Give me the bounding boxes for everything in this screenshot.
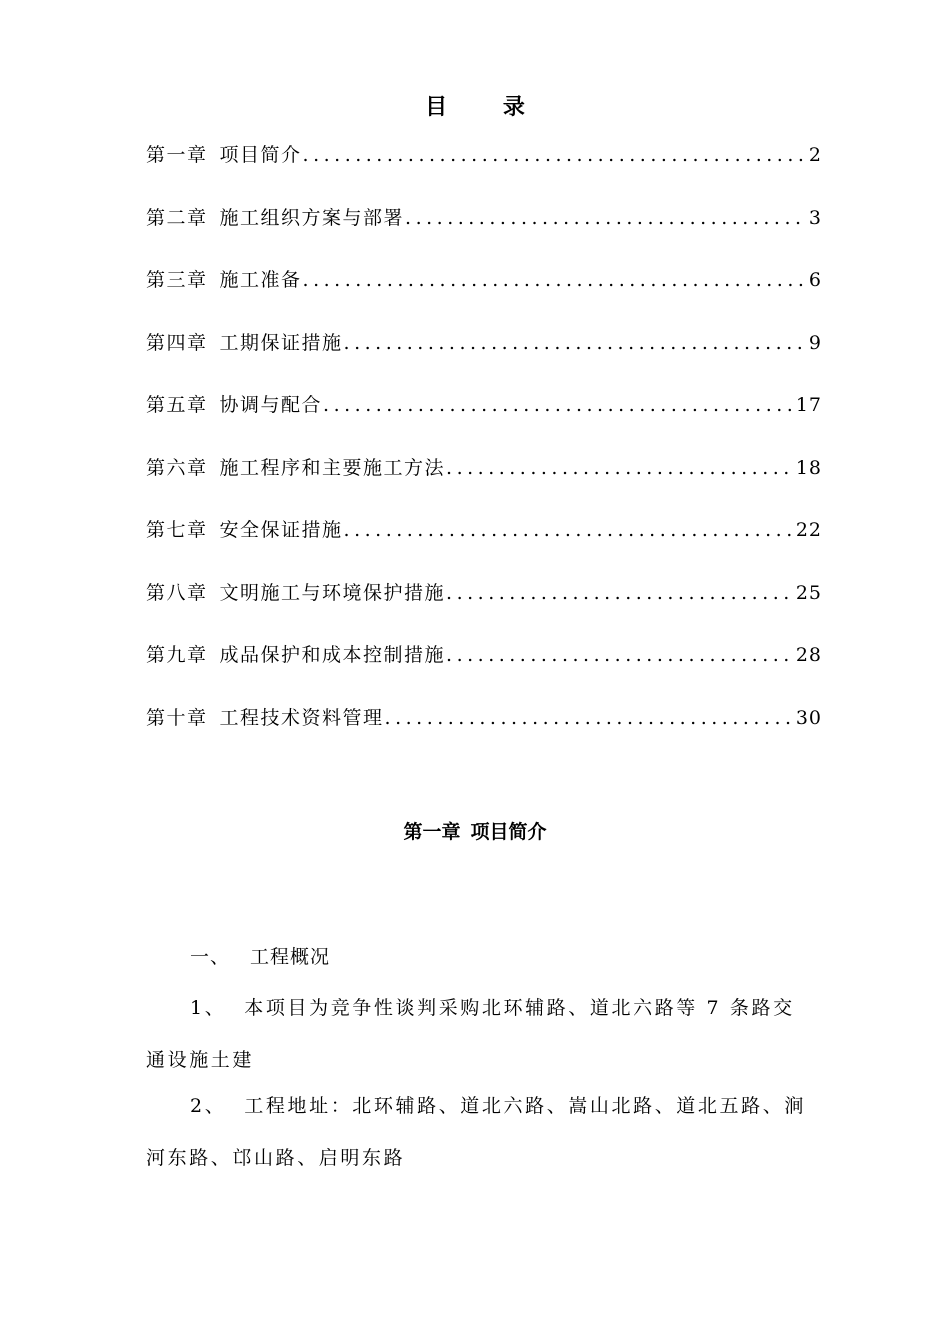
toc-page-number: 25 (795, 581, 822, 604)
paragraph-item (146, 1080, 814, 1184)
section-title: 工程概况 (250, 946, 331, 968)
toc-leader-dots (385, 707, 794, 729)
paragraph-item (146, 982, 814, 1086)
section-heading (190, 942, 330, 969)
toc-entry[interactable] (146, 140, 822, 203)
toc-entry[interactable] (146, 703, 822, 766)
toc-page-number: 28 (795, 644, 822, 666)
toc-chapter-title: 施工准备 (219, 269, 302, 291)
toc-entry[interactable] (146, 203, 822, 266)
toc-leader-dots (446, 644, 794, 666)
toc-chapter-title: 工期保证措施 (219, 331, 343, 354)
toc-entry[interactable] (146, 640, 822, 703)
item-text: 本项目为竞争性谈判采购北环辅路、道北六路等 7 条路交通设施土建 (146, 997, 795, 1071)
toc-chapter-number: 第一章 (146, 144, 208, 166)
toc-leader-dots (446, 582, 794, 604)
toc-page-number: 17 (795, 394, 822, 416)
toc-chapter-title: 项目简介 (219, 144, 302, 166)
toc-page-number: 18 (795, 456, 822, 479)
toc-chapter-number: 第五章 (146, 394, 208, 416)
toc-chapter-title: 施工组织方案与部署 (219, 206, 405, 229)
toc-page-number: 6 (808, 269, 822, 291)
toc-leader-dots (303, 269, 807, 291)
toc-leader-dots (405, 207, 807, 229)
chapter-title: 项目简介 (470, 821, 547, 843)
toc-chapter-number: 第八章 (146, 581, 208, 604)
toc-chapter-number: 第三章 (146, 269, 208, 291)
item-text: 工程地址：北环辅路、道北六路、嵩山北路、道北五路、涧河东路、邙山路、启明东路 (146, 1095, 806, 1169)
toc-entry[interactable] (146, 453, 822, 516)
toc-chapter-title: 成品保护和成本控制措施 (219, 644, 446, 666)
toc-leader-dots (344, 519, 794, 541)
toc-chapter-title: 安全保证措施 (219, 519, 343, 541)
toc-entry[interactable] (146, 515, 822, 578)
toc-chapter-title: 文明施工与环境保护措施 (219, 581, 446, 604)
table-of-contents (146, 140, 822, 765)
chapter-heading (0, 817, 950, 844)
toc-chapter-number: 第七章 (146, 519, 208, 541)
toc-chapter-number: 第六章 (146, 456, 208, 479)
toc-entry[interactable] (146, 328, 822, 391)
toc-page-number: 30 (795, 706, 822, 729)
chapter-number: 第一章 (403, 821, 461, 843)
toc-page-number: 22 (795, 519, 822, 541)
toc-page-number: 3 (808, 206, 822, 229)
toc-chapter-title: 协调与配合 (219, 394, 323, 416)
toc-page-number: 2 (808, 144, 822, 166)
toc-chapter-number: 第四章 (146, 331, 208, 354)
toc-leader-dots (303, 144, 807, 166)
toc-chapter-title: 工程技术资料管理 (219, 706, 384, 729)
toc-chapter-number: 第十章 (146, 706, 208, 729)
toc-chapter-title: 施工程序和主要施工方法 (219, 456, 446, 479)
toc-leader-dots (344, 332, 807, 354)
toc-chapter-number: 第二章 (146, 206, 208, 229)
toc-entry[interactable] (146, 390, 822, 453)
toc-entry[interactable] (146, 578, 822, 641)
toc-leader-dots (323, 394, 794, 416)
toc-title: 目 录 (425, 94, 549, 120)
toc-entry[interactable] (146, 265, 822, 328)
item-number: 2、 (190, 1095, 227, 1117)
section-number: 一、 (190, 946, 231, 968)
toc-chapter-number: 第九章 (146, 644, 208, 666)
toc-page-number: 9 (808, 331, 822, 354)
item-number: 1、 (190, 997, 227, 1019)
toc-leader-dots (446, 457, 794, 479)
